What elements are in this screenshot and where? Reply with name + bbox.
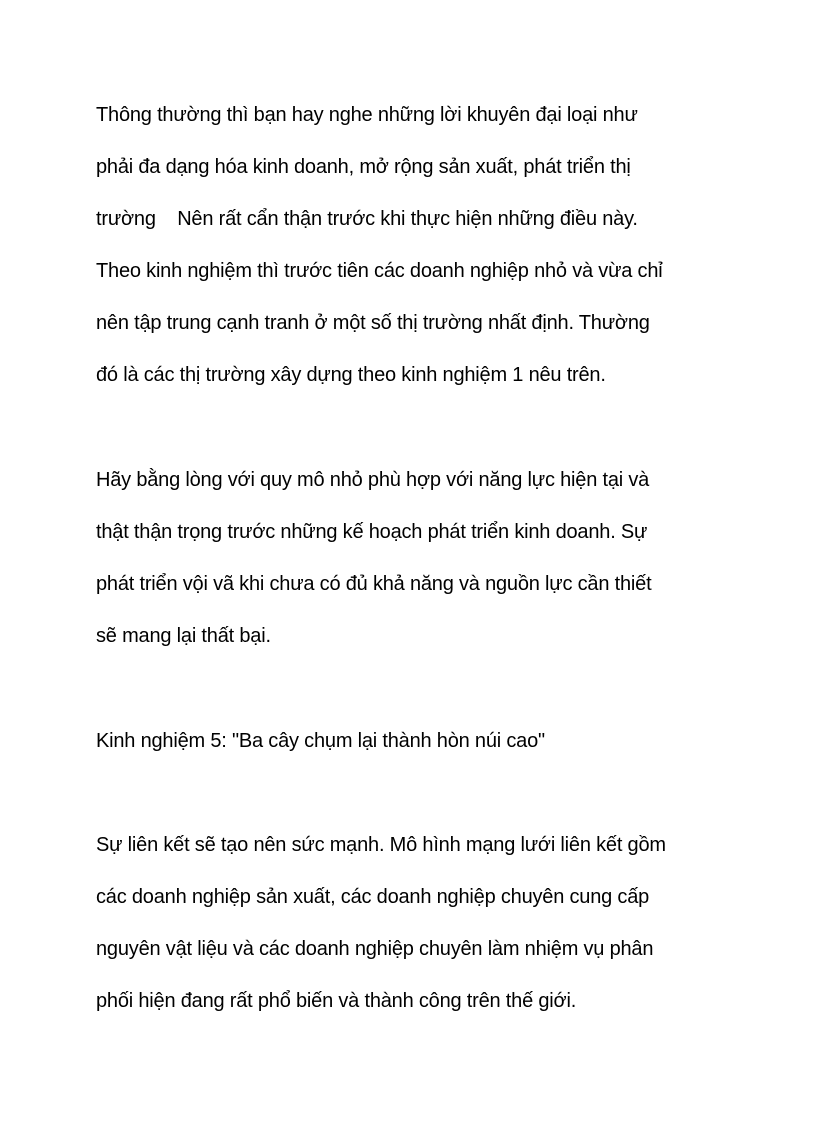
text-line: trường Nên rất cẩn thận trước khi thực hiện những điều này.: [96, 208, 638, 230]
paragraph-market-focus: [96, 101, 756, 413]
text-line: Sự liên kết sẽ tạo nên sức mạnh. Mô hình mạng lưới liên kết gồm: [96, 834, 666, 856]
text-line: phát triển vội vã khi chưa có đủ khả năng và nguồn lực cần thiết: [96, 573, 652, 595]
text-line: sẽ mang lại thất bại.: [96, 625, 271, 647]
section-heading-experience-5: [96, 727, 756, 779]
text-line: nên tập trung cạnh tranh ở một số thị trường nhất định. Thường: [96, 312, 650, 334]
text-line: phối hiện đang rất phổ biến và thành công trên thế giới.: [96, 990, 577, 1012]
text-line: Theo kinh nghiệm thì trước tiên các doanh nghiệp nhỏ và vừa chỉ: [96, 260, 663, 282]
text-line: thật thận trọng trước những kế hoạch phát triển kinh doanh. Sự: [96, 521, 648, 543]
text-line: các doanh nghiệp sản xuất, các doanh nghiệp chuyên cung cấp: [96, 886, 650, 908]
text-line: nguyên vật liệu và các doanh nghiệp chuyên làm nhiệm vụ phân: [96, 938, 654, 960]
paragraph-small-scale: [96, 466, 756, 674]
text-line: Hãy bằng lòng với quy mô nhỏ phù hợp với năng lực hiện tại và: [96, 469, 650, 491]
heading-line: Kinh nghiệm 5: "Ba cây chụm lại thành hòn núi cao": [96, 730, 545, 752]
text-line: phải đa dạng hóa kinh doanh, mở rộng sản xuất, phát triển thị: [96, 156, 631, 178]
text-line: Thông thường thì bạn hay nghe những lời khuyên đại loại như: [96, 104, 638, 126]
paragraph-network-linkage: [96, 831, 756, 1039]
text-line: đó là các thị trường xây dựng theo kinh nghiệm 1 nêu trên.: [96, 364, 606, 386]
